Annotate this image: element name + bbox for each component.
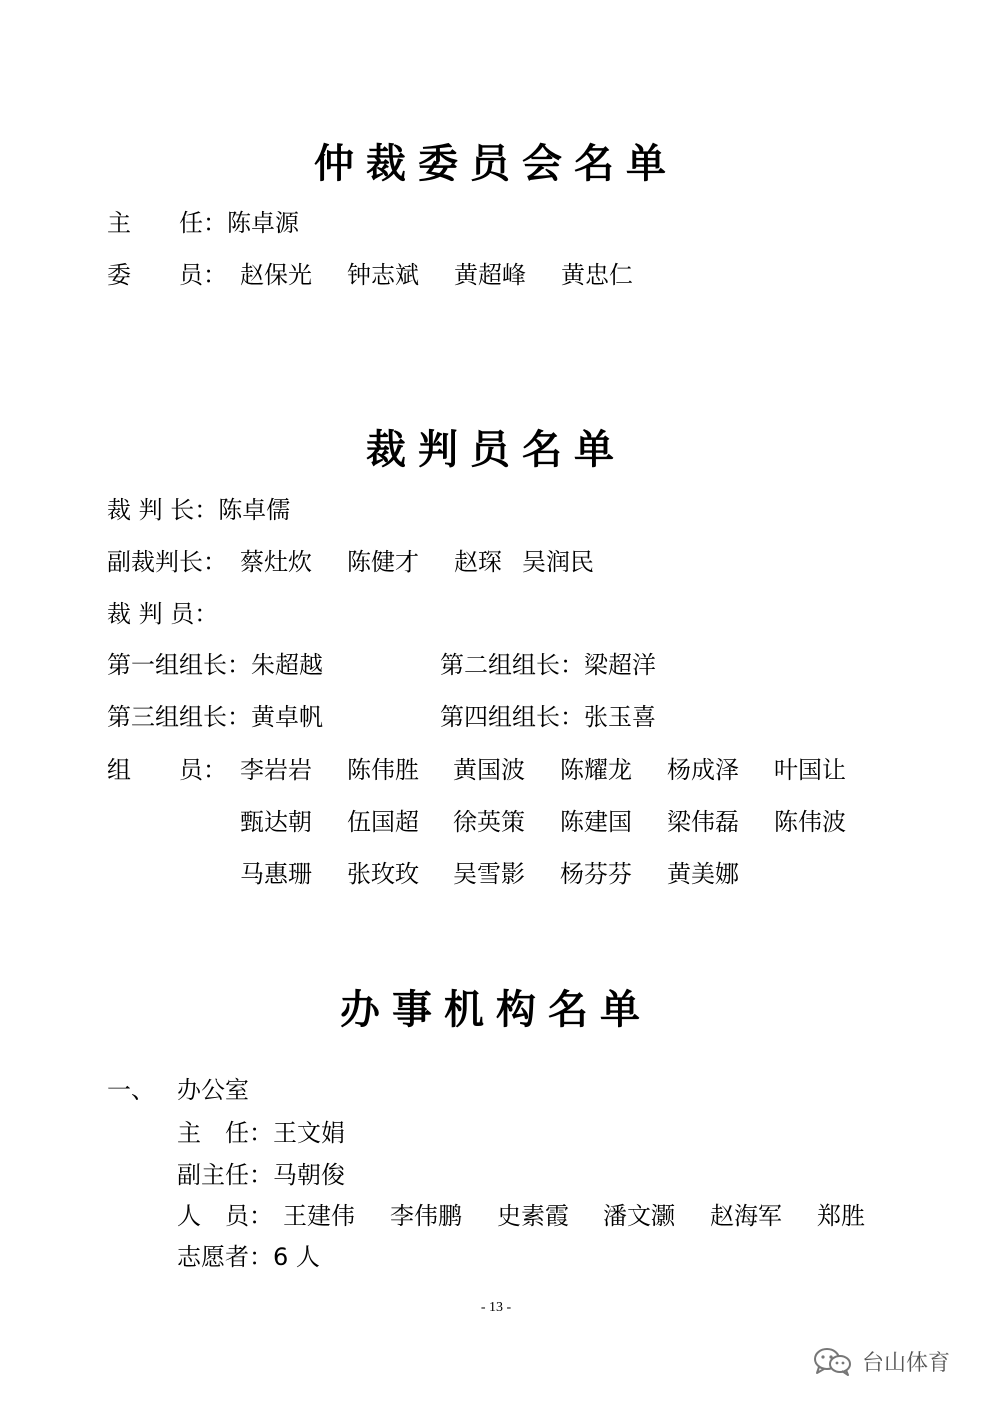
group-member: 陈伟波 [774, 808, 846, 836]
watermark-text: 台山体育 [862, 1350, 951, 1376]
group3-name: 黄卓帆 [251, 703, 323, 731]
group3-label: 第三组组长： [107, 703, 251, 731]
deputy-referees-label: 副裁判长： [107, 548, 227, 576]
office-volunteers-label: 志愿者： [177, 1243, 273, 1271]
office-title: 办事机构名单 [340, 986, 652, 1033]
deputy-referee: 吴润民 [522, 548, 594, 576]
group-member: 李岩岩 [240, 756, 312, 784]
group-member: 张玫玫 [347, 860, 419, 888]
group-member: 杨芬芬 [560, 860, 632, 888]
deputy-referee: 赵琛 [454, 548, 502, 576]
office-deputy-name: 马朝俊 [273, 1161, 345, 1189]
arbitration-chair-label: 主 任： [107, 209, 227, 237]
group4-label: 第四组组长： [440, 703, 584, 731]
group2-label: 第二组组长： [440, 651, 584, 679]
office-volunteers-count: 6 人 [273, 1243, 320, 1271]
office-director-name: 王文娟 [273, 1119, 345, 1147]
section-name: 办公室 [177, 1076, 249, 1104]
chief-referee-row [107, 495, 290, 525]
group-member: 黄国波 [453, 756, 525, 784]
group-member: 梁伟磊 [667, 808, 739, 836]
arbitration-chair-name: 陈卓源 [227, 209, 299, 237]
chief-referee-label: 裁 判 长： [107, 496, 219, 524]
group-member: 陈建国 [560, 808, 632, 836]
office-staff-member: 潘文灏 [603, 1202, 675, 1230]
group-member: 黄美娜 [667, 860, 739, 888]
wechat-icon [812, 1346, 852, 1376]
arbitration-title: 仲裁委员会名单 [314, 140, 678, 187]
arbitration-member: 黄超峰 [454, 261, 526, 289]
referees-label-row [107, 599, 218, 629]
office-director-row [177, 1118, 345, 1148]
section-number: 一、 [107, 1076, 155, 1104]
office-staff-member: 李伟鹏 [390, 1202, 462, 1230]
group-member: 马惠珊 [240, 860, 312, 888]
group1-label: 第一组组长： [107, 651, 251, 679]
referees-label: 裁 判 员： [107, 600, 219, 628]
group3-leader [107, 702, 323, 732]
arbitration-chair-row [107, 208, 299, 238]
office-staff-member: 赵海军 [710, 1202, 782, 1230]
group-member: 杨成泽 [667, 756, 739, 784]
group-member: 吴雪影 [453, 860, 525, 888]
arbitration-member: 黄忠仁 [561, 261, 633, 289]
group2-leader [440, 650, 656, 680]
office-volunteers-row [177, 1242, 320, 1272]
group-member: 徐英策 [453, 808, 525, 836]
office-staff-member: 史素霞 [497, 1202, 569, 1230]
office-staff-member: 王建伟 [283, 1202, 355, 1230]
group-member: 叶国让 [774, 756, 846, 784]
group2-name: 梁超洋 [584, 651, 656, 679]
office-staff-member: 郑胜 [817, 1202, 865, 1230]
referees-title: 裁判员名单 [366, 426, 626, 473]
group4-name: 张玉喜 [584, 703, 656, 731]
chief-referee-name: 陈卓儒 [218, 496, 291, 524]
page-number: - 13 - [480, 1300, 512, 1315]
office-deputy-row [177, 1160, 345, 1190]
office-deputy-label: 副主任： [177, 1161, 273, 1189]
office-director-label: 主 任： [177, 1119, 273, 1147]
arbitration-member: 钟志斌 [347, 261, 419, 289]
group1-name: 朱超越 [251, 651, 323, 679]
group-member: 陈耀龙 [560, 756, 632, 784]
deputy-referee: 蔡灶炊 [240, 548, 312, 576]
deputy-referee: 陈健才 [347, 548, 419, 576]
arbitration-members-label: 委 员： [107, 261, 227, 289]
group1-leader [107, 650, 323, 680]
group-members-label: 组 员： [107, 756, 227, 784]
arbitration-member: 赵保光 [240, 261, 312, 289]
group4-leader [440, 702, 656, 732]
office-staff-label: 人 员： [177, 1202, 273, 1230]
group-member: 伍国超 [347, 808, 419, 836]
source-watermark [812, 1343, 950, 1379]
group-member: 陈伟胜 [347, 756, 419, 784]
group-member: 甄达朝 [240, 808, 312, 836]
